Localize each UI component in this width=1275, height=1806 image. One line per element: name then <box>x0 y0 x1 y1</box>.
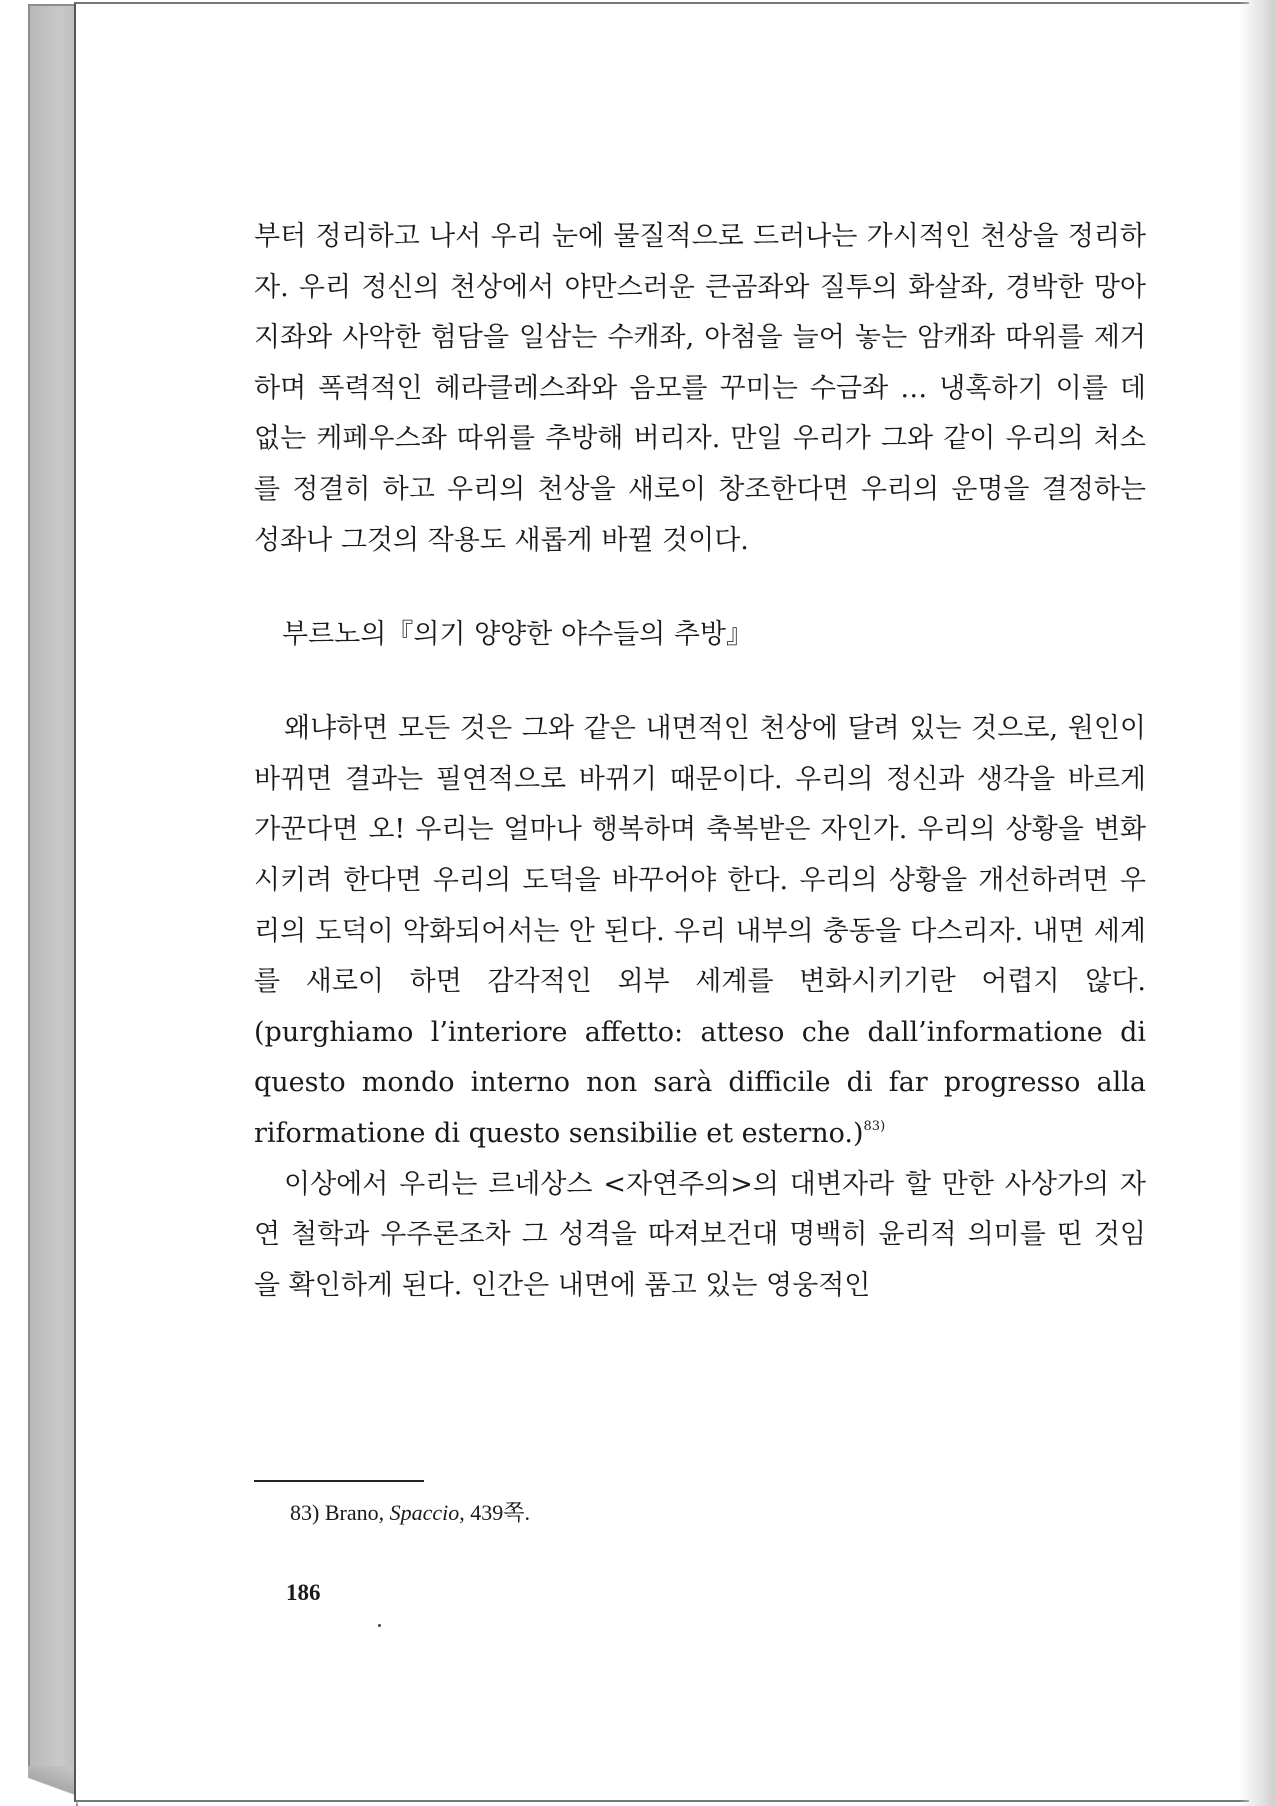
footnote <box>290 1496 530 1527</box>
scan-speck <box>378 1624 381 1627</box>
footnote-divider <box>254 1480 424 1482</box>
footnote-number: 83) <box>290 1500 320 1525</box>
paragraph-2-text: 왜냐하면 모든 것은 그와 같은 내면적인 천상에 달려 있는 것으로, 원인이 바뀌면 결과는 필연적으로 바뀌기 때문이다. 우리의 정신과 생각을 바르게 가꾼다면 오! 우리는 얼마나 행복하며 축복받은 자인가. 우리의 상황을 변화시키려 한다면 우리의 도덕을 바꾸어야 한다. 우리의 상황을 개선하려면 우리의 도덕이 악화되어서는 안 된다. 우리 내부의 충동을 다스리자. 내면 세계를 새로이 하면 감각적인 외부 세계를 변화시키기란 어렵지 않다.(purghiamo l’interiore affetto: atteso che dall’informatione di questo mondo interno non sarà difficile di far progresso alla riformatione di questo sensibilie et esterno.) <box>254 713 1146 1149</box>
section-heading: 부르노의『의기 양양한 야수들의 추방』 <box>282 619 753 651</box>
footnote-reference: 83) <box>863 1118 886 1134</box>
page-body <box>254 212 1146 1311</box>
page-number: 186 <box>286 1580 321 1605</box>
page-edge-shadow <box>1239 0 1275 1806</box>
book-spine-bottom <box>28 1766 76 1806</box>
footnote-page: , 439쪽. <box>459 1500 531 1525</box>
paragraph-1: 부터 정리하고 나서 우리 눈에 물질적으로 드러나는 가시적인 천상을 정리하자. 우리 정신의 천상에서 야만스러운 큰곰좌와 질투의 화살좌, 경박한 망아지좌와 사악한 험담을 일삼는 수캐좌, 아첨을 늘어 놓는 암캐좌 따위를 제거하며 폭력적인 헤라클레스좌와 음모를 꾸미는 수금좌 … 냉혹하기 이를 데 없는 케페우스좌 따위를 추방해 버리자. 만일 우리가 그와 같이 우리의 처소를 정결히 하고 우리의 천상을 새로이 창조한다면 우리의 운명을 결정하는 성좌나 그것의 작용도 새롭게 바뀔 것이다. <box>254 221 1146 556</box>
paragraph-2 <box>254 704 1146 1159</box>
footnote-title: Spaccio <box>389 1500 460 1525</box>
footnote-author: Brano, <box>324 1500 385 1525</box>
paragraph-3: 이상에서 우리는 르네상스 <자연주의>의 대변자라 할 만한 사상가의 자연 철학과 우주론조차 그 성격을 따져보건대 명백히 윤리적 의미를 띤 것임을 확인하게 된다. 인간은 내면에 품고 있는 영웅적인 <box>254 1168 1146 1301</box>
book-spine <box>28 4 78 1806</box>
